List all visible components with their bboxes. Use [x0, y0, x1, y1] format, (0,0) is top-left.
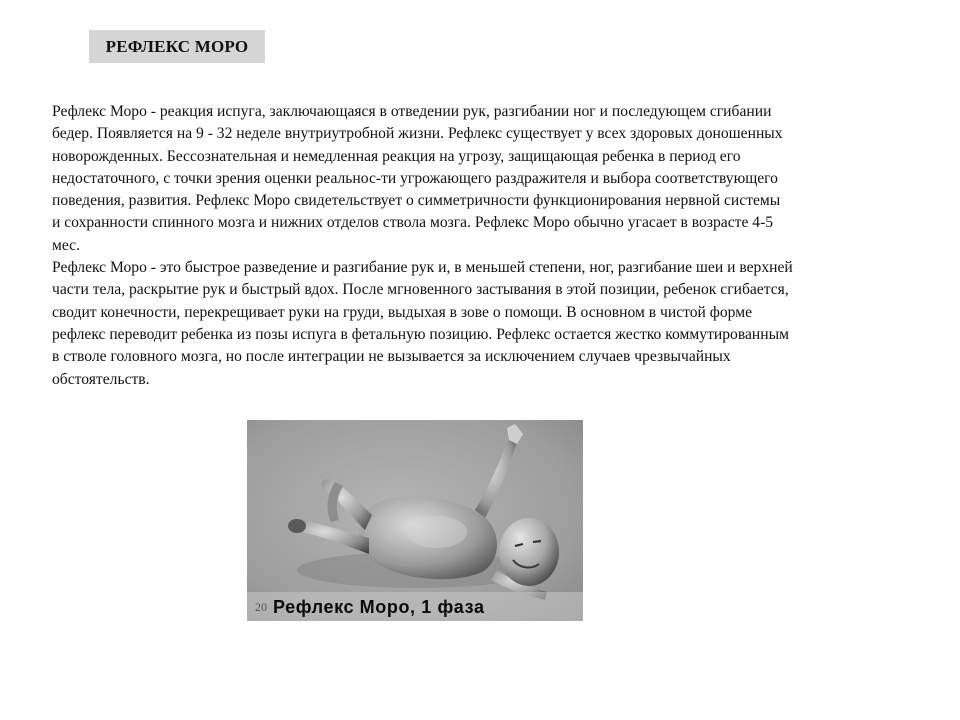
paragraph-1: Рефлекс Моро - реакция испуга, заключающаяся в отведении рук, разгибании ног и последующем сгибании бедер. Появляется на 9 - 32 неделе внутриутробной жизни. Рефлекс существует у всех здоровых доношенных новорожденных. Бессознательная и немедленная реакция на угрозу, защищающая ребенка в период его недостаточного, с точки зрения оценки реальнос-ти угрожающего раздражителя и выбора соответствующего поведения, развития. Рефлекс Моро свидетельствует о симметричности функционирования нервной системы и сохранности спинного мозга и нижних отделов ствола мозга. Рефлекс Моро обычно угасает в возрасте 4-5 мес.: [52, 103, 783, 254]
baby-head: [499, 518, 559, 586]
body-text: [52, 101, 942, 391]
baby-photo-illustration: [247, 420, 583, 621]
title-box: [89, 30, 265, 63]
figure-caption: Рефлекс Моро, 1 фаза: [273, 596, 485, 617]
photo-caption: [247, 594, 583, 620]
moro-reflex-photo: [247, 420, 583, 621]
paragraph-2: Рефлекс Моро - это быстрое разведение и разгибание рук и, в меньшей степени, ног, разгибание шеи и верхней части тела, раскрытие рук и быстрый вдох. После мгновенного застывания в этой позиции, ребенок сгибается, сводит конечности, перекрещивает руки на груди, выдыхая в зове о помощи. В основном в чистой форме рефлекс переводит ребенка из позы испуга в фетальную позицию. Рефлекс остается жестко коммутированным в стволе головного мозга, но после интеграции не вызывается за исключением случаев чрезвычайных обстоятельств.: [52, 259, 793, 388]
page-title: РЕФЛЕКС МОРО: [105, 36, 249, 56]
baby-foot: [288, 519, 306, 533]
figure-number: 20: [255, 599, 267, 614]
